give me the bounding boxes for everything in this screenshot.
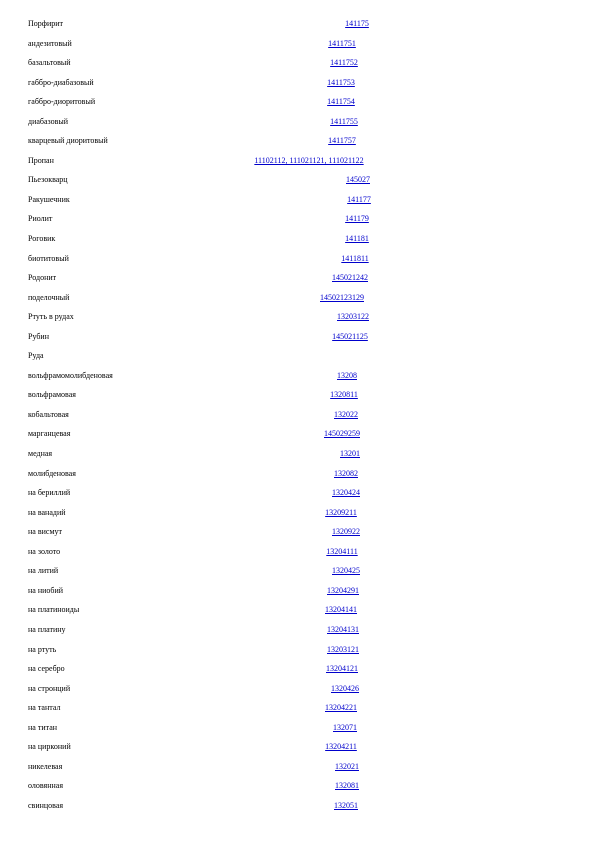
- code-link[interactable]: 1320811: [330, 390, 358, 400]
- term-label: на ванадий: [28, 507, 66, 517]
- list-item: [28, 737, 388, 757]
- list-item: [28, 288, 388, 308]
- term-label: на висмут: [28, 527, 62, 537]
- list-item: [28, 190, 388, 210]
- term-label: кобальтовая: [28, 409, 69, 419]
- code-link[interactable]: 132081: [335, 781, 359, 791]
- list-item: [28, 483, 388, 503]
- code-link[interactable]: 13208: [337, 370, 357, 380]
- term-label: Рубин: [28, 331, 49, 341]
- list-item: [28, 229, 388, 249]
- term-label: Ртуть в рудах: [28, 312, 74, 322]
- code-link[interactable]: 13203122: [337, 312, 369, 322]
- list-item: [28, 522, 388, 542]
- term-label: Руда: [28, 351, 44, 361]
- code-link[interactable]: 141179: [345, 214, 369, 224]
- list-item: [28, 542, 388, 562]
- list-item: [28, 112, 388, 132]
- code-link[interactable]: 1411811: [341, 253, 369, 263]
- code-link[interactable]: 1411757: [328, 136, 356, 146]
- term-label: на бериллий: [28, 488, 71, 498]
- code-link[interactable]: 13201: [340, 449, 360, 459]
- list-item: [28, 581, 388, 601]
- code-link[interactable]: 13204111: [326, 546, 358, 556]
- code-link[interactable]: 145021242: [332, 273, 368, 283]
- term-label: Родонит: [28, 273, 57, 283]
- term-label: вольфрамомолибденовая: [28, 370, 113, 380]
- list-item: [28, 14, 388, 34]
- term-label: на платиноиды: [28, 605, 80, 615]
- code-link[interactable]: 1320425: [332, 566, 360, 576]
- term-label: габбро-диабазовый: [28, 77, 94, 87]
- term-label: на титан: [28, 722, 58, 732]
- term-label: на ртуть: [28, 644, 57, 654]
- term-label: поделочный: [28, 292, 70, 302]
- list-item: [28, 366, 388, 386]
- list-item: [28, 73, 388, 93]
- list-item: [28, 405, 388, 425]
- term-label: Роговик: [28, 234, 56, 244]
- term-label: биотитовый: [28, 253, 69, 263]
- code-link[interactable]: 13204121: [326, 664, 358, 674]
- term-label: Ракушечник: [28, 194, 70, 204]
- list-item: [28, 170, 388, 190]
- code-link[interactable]: 145029259: [324, 429, 360, 439]
- code-link[interactable]: 11102112, 111021121, 111021122: [254, 155, 364, 165]
- code-link[interactable]: 141181: [345, 234, 369, 244]
- term-label: Риолит: [28, 214, 53, 224]
- list-item: [28, 659, 388, 679]
- list-item: [28, 679, 388, 699]
- index-list: [28, 14, 388, 815]
- list-item: [28, 327, 388, 347]
- term-label: диабазовый: [28, 116, 69, 126]
- list-item: [28, 268, 388, 288]
- term-label: базальтовый: [28, 58, 71, 68]
- term-label: на ниобий: [28, 585, 64, 595]
- list-item: [28, 757, 388, 777]
- code-link[interactable]: 1411754: [327, 97, 355, 107]
- code-link[interactable]: 1411753: [327, 77, 355, 87]
- list-item: [28, 698, 388, 718]
- term-label: медная: [28, 449, 53, 459]
- code-link[interactable]: 1320922: [332, 527, 360, 537]
- list-item: [28, 796, 388, 816]
- list-item: [28, 249, 388, 269]
- code-link[interactable]: 1320424: [332, 488, 360, 498]
- term-label: андезитовый: [28, 38, 72, 48]
- code-link[interactable]: 14502123129: [320, 292, 364, 302]
- list-item: [28, 600, 388, 620]
- term-label: на серебро: [28, 664, 65, 674]
- list-item: [28, 561, 388, 581]
- list-item: [28, 385, 388, 405]
- code-link[interactable]: 1411752: [330, 58, 358, 68]
- term-label: на цирконий: [28, 742, 71, 752]
- code-link[interactable]: 1411755: [330, 116, 358, 126]
- code-link[interactable]: 141175: [345, 19, 369, 28]
- list-item: [28, 464, 388, 484]
- list-item: [28, 307, 388, 327]
- list-item: [28, 53, 388, 73]
- code-link[interactable]: 13203121: [327, 644, 359, 654]
- code-link[interactable]: 13204221: [325, 703, 357, 713]
- list-item: [28, 209, 388, 229]
- term-label: Пропан: [28, 155, 54, 165]
- code-link[interactable]: 13209211: [325, 507, 357, 517]
- term-label: габбро-диоритовый: [28, 97, 96, 107]
- term-label: оловянная: [28, 781, 64, 791]
- list-item: [28, 503, 388, 523]
- list-item: [28, 444, 388, 464]
- term-label: вольфрамовая: [28, 390, 76, 400]
- term-label: Пьезокварц: [28, 175, 68, 185]
- list-item: [28, 424, 388, 444]
- term-label: на золото: [28, 546, 61, 556]
- code-link[interactable]: 1320426: [331, 683, 359, 693]
- term-label: кварцевый диоритовый: [28, 136, 108, 146]
- term-label: никелевая: [28, 761, 63, 771]
- code-link[interactable]: 13204211: [325, 742, 357, 752]
- code-link[interactable]: 13204131: [327, 624, 359, 634]
- code-link[interactable]: 132082: [334, 468, 358, 478]
- list-item: [28, 620, 388, 640]
- term-label: на платину: [28, 624, 66, 634]
- list-item: [28, 776, 388, 796]
- list-item: [28, 346, 388, 366]
- term-label: молибденовая: [28, 468, 76, 478]
- term-label: на стронций: [28, 683, 71, 693]
- term-label: Порфирит: [28, 19, 64, 28]
- code-link[interactable]: 132022: [334, 409, 358, 419]
- term-label: на литий: [28, 566, 59, 576]
- code-link[interactable]: 132051: [334, 800, 358, 810]
- code-link[interactable]: 145027: [346, 175, 370, 185]
- code-link[interactable]: 141177: [347, 194, 371, 204]
- code-link[interactable]: 145021125: [332, 331, 368, 341]
- code-link[interactable]: 132071: [333, 722, 357, 732]
- code-link[interactable]: 132021: [335, 761, 359, 771]
- list-item: [28, 718, 388, 738]
- code-link[interactable]: 1411751: [328, 38, 356, 48]
- code-link[interactable]: 13204291: [327, 585, 359, 595]
- term-label: марганцевая: [28, 429, 71, 439]
- code-link[interactable]: 13204141: [325, 605, 357, 615]
- list-item: [28, 151, 388, 171]
- list-item: [28, 92, 388, 112]
- list-item: [28, 34, 388, 54]
- list-item: [28, 131, 388, 151]
- term-label: на тантал: [28, 703, 61, 713]
- list-item: [28, 640, 388, 660]
- term-label: свинцовая: [28, 800, 64, 810]
